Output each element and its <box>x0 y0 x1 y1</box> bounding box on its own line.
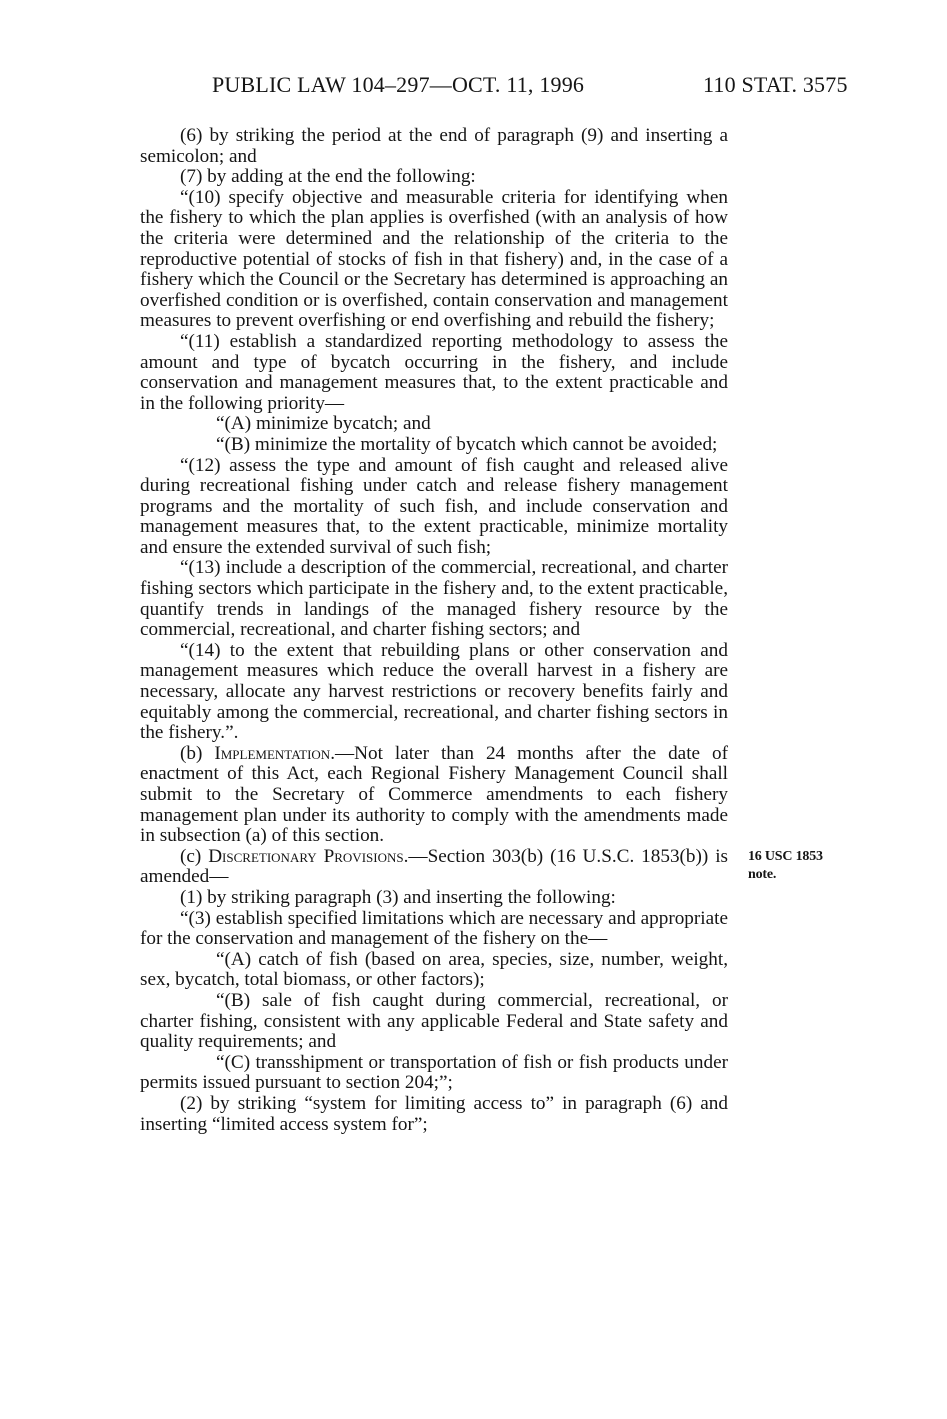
margin-note-citation: 16 USC 1853 <box>748 849 823 864</box>
subsection-c-prefix: (c) <box>180 845 209 867</box>
margin-note <box>748 848 858 884</box>
subsection-b-prefix: (b) <box>180 742 215 764</box>
subparagraph-c-3-a: “(A) catch of fish (based on area, species, size, number, weight, sex, bycatch, total biomass, or other factors); <box>140 948 728 991</box>
subsection-c <box>140 847 728 888</box>
subparagraph-c-3-b: “(B) sale of fish caught during commercial, recreational, or charter fishing, consistent with any applicable Federal and State safety and quality requirements; and <box>140 989 728 1053</box>
clause-7: (7) by adding at the end the following: <box>180 166 476 188</box>
subparagraph-11-a: “(A) minimize bycatch; and <box>216 413 431 435</box>
statute-body <box>140 126 728 1135</box>
paragraph-11: “(11) establish a standardized reporting methodology to assess the amount and type of bycatch occurring in the fishery, and include conservation and management measures that, to the extent practicable and in the following priority— <box>140 330 728 414</box>
clause-c-1: (1) by striking paragraph (3) and inserting the following: <box>180 886 616 908</box>
paragraph-10: “(10) specify objective and measurable criteria for identifying when the fishery to which the plan applies is overfished (with an analysis of how the criteria were determined and the relationship of the criteria to the reproductive potential of stocks of fish in that fishery) and, in the case of a fishery which the Council or the Secretary has determined is approaching an overfished condition or is overfished, contain conservation and management measures to prevent overfishing or end overfishing and rebuild the fishery; <box>140 186 728 332</box>
clause-6: (6) by striking the period at the end of paragraph (9) and inserting a semicolon; and <box>140 125 728 167</box>
running-header-title: PUBLIC LAW 104–297—OCT. 11, 1996 <box>212 72 585 97</box>
subsection-c-text: .—Section 303(b) (16 U.S.C. 1853(b)) is amended— <box>140 845 729 888</box>
subparagraph-c-3-c: “(C) transshipment or transportation of fish or fish products under permits issued pursuant to section 204;”; <box>140 1051 728 1094</box>
paragraph-c-3: “(3) establish specified limitations which are necessary and appropriate for the conservation and management of the fishery on the— <box>140 907 728 950</box>
subsection-b <box>140 744 728 847</box>
subsection-b-heading: Implementation <box>214 742 331 764</box>
running-header-page-number: 110 STAT. 3575 <box>703 72 848 97</box>
subsection-b-text: .—Not later than 24 months after the date of enactment of this Act, each Regional Fishery Management Council shall submit to the Secretary of Commerce amendments to each fishery management plan under its authority to comply with the amendments made in subsection (a) of this section. <box>140 742 728 847</box>
margin-note-label: note. <box>748 867 777 882</box>
paragraph-13: “(13) include a description of the commercial, recreational, and charter fishing sectors which participate in the fishery and, to the extent practicable, quantify trends in landings of the managed fishery resource by the commercial, recreational, and charter fishing sectors; and <box>140 557 728 641</box>
clause-c-2: (2) by striking “system for limiting access to” in paragraph (6) and inserting “limited access system for”; <box>140 1092 728 1135</box>
subsection-c-heading: Discretionary Provisions <box>208 845 404 867</box>
paragraph-12: “(12) assess the type and amount of fish caught and released alive during recreational fishing under catch and release fishery management programs and the mortality of such fish, and include conservation and management measures that, to the extent practicable, minimize mortality and ensure the extended survival of such fish; <box>140 454 728 558</box>
paragraph-14: “(14) to the extent that rebuilding plans or other conservation and management measures which reduce the overall harvest in a fishery are necessary, allocate any harvest restrictions or recovery benefits fairly and equitably among the commercial, recreational, and charter fishing sectors in the fishery.”. <box>140 639 728 744</box>
subparagraph-11-b: “(B) minimize the mortality of bycatch which cannot be avoided; <box>216 433 718 455</box>
